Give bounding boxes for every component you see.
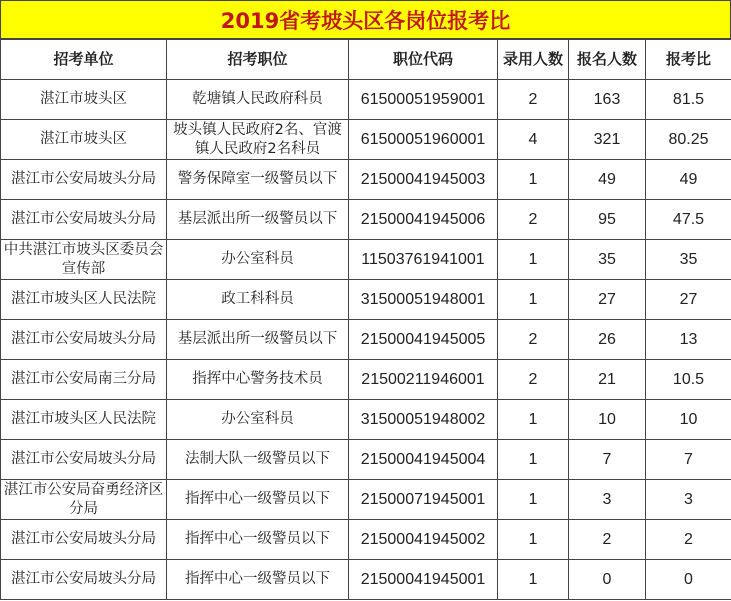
cell-applicants: 2 [569, 520, 646, 560]
column-header-hires: 录用人数 [498, 40, 569, 80]
cell-unit: 湛江市公安局奋勇经济区分局 [1, 480, 167, 520]
table-row [1, 200, 731, 240]
cell-position: 法制大队一级警员以下 [167, 440, 349, 480]
cell-unit: 湛江市公安局南三分局 [1, 360, 167, 400]
cell-ratio: 27 [646, 280, 731, 320]
table-row [1, 520, 731, 560]
cell-code: 21500041945002 [349, 520, 498, 560]
cell-applicants: 35 [569, 240, 646, 280]
cell-code: 31500051948002 [349, 400, 498, 440]
cell-hires: 2 [498, 320, 569, 360]
column-header-position: 招考职位 [167, 40, 349, 80]
cell-applicants: 0 [569, 560, 646, 600]
cell-code: 61500051959001 [349, 80, 498, 120]
cell-unit: 湛江市公安局坡头分局 [1, 200, 167, 240]
cell-hires: 2 [498, 360, 569, 400]
cell-hires: 1 [498, 520, 569, 560]
cell-code: 21500071945001 [349, 480, 498, 520]
table-row [1, 120, 731, 160]
cell-unit: 湛江市公安局坡头分局 [1, 560, 167, 600]
cell-applicants: 10 [569, 400, 646, 440]
cell-hires: 1 [498, 400, 569, 440]
cell-ratio: 2 [646, 520, 731, 560]
table-title: 2019省考坡头区各岗位报考比 [0, 0, 731, 39]
cell-unit: 湛江市坡头区 [1, 80, 167, 120]
table-row [1, 440, 731, 480]
cell-position: 警务保障室一级警员以下 [167, 160, 349, 200]
cell-applicants: 3 [569, 480, 646, 520]
cell-position: 指挥中心一级警员以下 [167, 520, 349, 560]
cell-code: 21500041945005 [349, 320, 498, 360]
cell-unit: 湛江市公安局坡头分局 [1, 320, 167, 360]
table-row [1, 320, 731, 360]
cell-applicants: 27 [569, 280, 646, 320]
table-row [1, 480, 731, 520]
cell-hires: 1 [498, 280, 569, 320]
cell-code: 21500041945003 [349, 160, 498, 200]
cell-ratio: 0 [646, 560, 731, 600]
cell-ratio: 13 [646, 320, 731, 360]
cell-position: 指挥中心一级警员以下 [167, 480, 349, 520]
cell-ratio: 3 [646, 480, 731, 520]
table-row [1, 280, 731, 320]
cell-ratio: 10.5 [646, 360, 731, 400]
column-header-code: 职位代码 [349, 40, 498, 80]
cell-unit: 湛江市公安局坡头分局 [1, 440, 167, 480]
cell-applicants: 321 [569, 120, 646, 160]
cell-hires: 1 [498, 160, 569, 200]
table-row [1, 80, 731, 120]
table-row [1, 160, 731, 200]
cell-position: 基层派出所一级警员以下 [167, 320, 349, 360]
table-row [1, 400, 731, 440]
cell-unit: 湛江市公安局坡头分局 [1, 160, 167, 200]
column-header-ratio: 报考比 [646, 40, 731, 80]
cell-position: 基层派出所一级警员以下 [167, 200, 349, 240]
table-row [1, 560, 731, 600]
cell-ratio: 47.5 [646, 200, 731, 240]
cell-ratio: 49 [646, 160, 731, 200]
cell-position: 办公室科员 [167, 240, 349, 280]
cell-unit: 湛江市坡头区 [1, 120, 167, 160]
cell-code: 61500051960001 [349, 120, 498, 160]
cell-hires: 2 [498, 200, 569, 240]
cell-hires: 1 [498, 440, 569, 480]
cell-ratio: 81.5 [646, 80, 731, 120]
cell-hires: 2 [498, 80, 569, 120]
cell-hires: 4 [498, 120, 569, 160]
cell-applicants: 26 [569, 320, 646, 360]
table-row [1, 360, 731, 400]
cell-applicants: 7 [569, 440, 646, 480]
cell-unit: 中共湛江市坡头区委员会宣传部 [1, 240, 167, 280]
cell-applicants: 163 [569, 80, 646, 120]
cell-ratio: 10 [646, 400, 731, 440]
cell-code: 21500041945001 [349, 560, 498, 600]
cell-hires: 1 [498, 560, 569, 600]
column-header-applicants: 报名人数 [569, 40, 646, 80]
table-row [1, 240, 731, 280]
application-ratio-table [0, 39, 731, 600]
cell-applicants: 95 [569, 200, 646, 240]
cell-hires: 1 [498, 240, 569, 280]
cell-code: 11503761941001 [349, 240, 498, 280]
cell-unit: 湛江市坡头区人民法院 [1, 280, 167, 320]
cell-position: 指挥中心警务技术员 [167, 360, 349, 400]
cell-unit: 湛江市坡头区人民法院 [1, 400, 167, 440]
cell-position: 坡头镇人民政府2名、官渡镇人民政府2名科员 [167, 120, 349, 160]
cell-position: 办公室科员 [167, 400, 349, 440]
column-header-unit: 招考单位 [1, 40, 167, 80]
cell-position: 指挥中心一级警员以下 [167, 560, 349, 600]
header-row [1, 40, 731, 80]
cell-ratio: 7 [646, 440, 731, 480]
cell-applicants: 21 [569, 360, 646, 400]
cell-code: 31500051948001 [349, 280, 498, 320]
cell-unit: 湛江市公安局坡头分局 [1, 520, 167, 560]
cell-code: 21500211946001 [349, 360, 498, 400]
cell-code: 21500041945006 [349, 200, 498, 240]
cell-ratio: 35 [646, 240, 731, 280]
cell-hires: 1 [498, 480, 569, 520]
cell-applicants: 49 [569, 160, 646, 200]
cell-ratio: 80.25 [646, 120, 731, 160]
cell-code: 21500041945004 [349, 440, 498, 480]
cell-position: 乾塘镇人民政府科员 [167, 80, 349, 120]
cell-position: 政工科科员 [167, 280, 349, 320]
